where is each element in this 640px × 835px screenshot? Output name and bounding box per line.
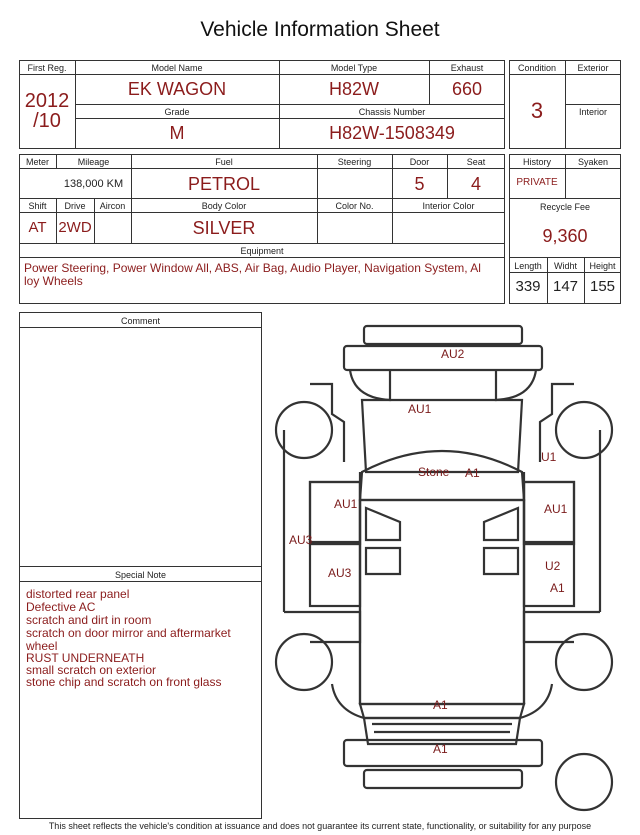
seat-label: Seat [466, 157, 486, 167]
condition-value: 3 [530, 98, 544, 123]
model-name-label: Model Name [151, 63, 203, 73]
comment-label: Comment [120, 316, 160, 326]
drive-label: Drive [64, 201, 86, 211]
wheel-rear-right [556, 402, 612, 458]
rear-lamp-left [350, 370, 390, 400]
damage-mark: AU1 [544, 502, 568, 516]
width-value: 147 [552, 278, 579, 295]
shift-label: Shift [28, 201, 47, 211]
fuel-label: Fuel [215, 157, 233, 167]
roof-panel [360, 500, 524, 704]
door-value: 5 [414, 174, 425, 194]
damage-mark: AU1 [408, 402, 432, 416]
chassis-number-label: Chassis Number [358, 107, 426, 117]
recycle-fee-value: 9,360 [542, 226, 588, 246]
special-note-line: distorted rear panel [26, 587, 130, 601]
first-reg-label: First Reg. [27, 63, 67, 73]
left-rear-door [310, 482, 360, 544]
special-note-label: Special Note [114, 570, 167, 580]
special-note-line: Defective AC [26, 600, 96, 614]
damage-mark: A1 [465, 466, 480, 480]
interior-color-label: Interior Color [422, 201, 475, 211]
first-reg-year: 2012 [24, 90, 70, 112]
disclaimer-footer: This sheet reflects the vehicle's condition at issuance and does not guarantee its current state, functionality, or suitability for any purpose [48, 821, 592, 831]
equipment-text-line1: Power Steering, Power Window All, ABS, Air Bag, Audio Player, Navigation System, Al [24, 261, 481, 275]
special-note-line: RUST UNDERNEATH [26, 651, 145, 665]
damage-mark: A1 [550, 581, 565, 595]
mileage-label: Mileage [77, 157, 110, 167]
interior-label: Interior [578, 107, 607, 117]
equipment-text-line2: loy Wheels [24, 274, 83, 288]
rear-top-bar [364, 326, 522, 344]
exhaust-label: Exhaust [450, 63, 484, 73]
body-color-label: Body Color [201, 201, 247, 211]
damage-mark: U2 [545, 559, 561, 573]
height-label: Height [589, 261, 616, 271]
special-note-line: wheel [26, 639, 58, 653]
damage-mark: AU3 [328, 566, 352, 580]
exhaust-value: 660 [451, 79, 483, 99]
body-color-value: SILVER [192, 218, 256, 238]
seat-value: 4 [470, 174, 481, 194]
model-name-value: EK WAGON [127, 79, 227, 99]
damage-mark: A1 [433, 742, 448, 756]
page-title: Vehicle Information Sheet [200, 18, 440, 41]
syaken-label: Syaken [577, 157, 609, 167]
damage-mark: A1 [433, 698, 448, 712]
exterior-label: Exterior [577, 63, 609, 73]
rear-lamp-right [496, 370, 536, 400]
model-type-label: Model Type [330, 63, 378, 73]
history-value: PRIVATE [516, 177, 558, 188]
chassis-number-value: H82W-1508349 [329, 123, 455, 143]
special-note-line: scratch on door mirror and aftermarket [26, 626, 231, 640]
damage-mark: AU2 [441, 347, 465, 361]
drive-value: 2WD [58, 219, 92, 236]
front-lower-bar [364, 770, 522, 788]
aircon-label: Aircon [99, 201, 126, 211]
width-label: Widht [553, 261, 577, 271]
steering-label: Steering [337, 157, 372, 167]
fuel-value: PETROL [187, 174, 261, 194]
model-type-value: H82W [328, 79, 379, 99]
right-front-door [524, 544, 574, 606]
condition-label: Condition [517, 63, 557, 73]
shift-value: AT [28, 219, 47, 236]
damage-mark: AU1 [334, 497, 358, 511]
damage-mark: Stone [418, 465, 450, 479]
equipment-label: Equipment [240, 246, 284, 256]
special-note-line: small scratch on exterior [26, 663, 157, 677]
length-label: Length [514, 261, 542, 271]
damage-mark: U1 [541, 450, 557, 464]
damage-mark: AU3 [289, 533, 313, 547]
first-reg-month: /10 [33, 110, 61, 132]
spare-wheel [556, 754, 612, 810]
grade-value: M [169, 123, 185, 143]
mileage-value: 138,000 KM [63, 178, 124, 190]
special-note-line: scratch and dirt in room [26, 613, 152, 627]
length-value: 339 [515, 278, 541, 295]
history-label: History [522, 157, 551, 167]
grade-label: Grade [164, 107, 190, 117]
color-no-label: Color No. [335, 201, 374, 211]
door-label: Door [409, 157, 430, 167]
special-note-line: stone chip and scratch on front glass [26, 675, 222, 689]
meter-label: Meter [25, 157, 49, 167]
height-value: 155 [589, 278, 616, 295]
recycle-fee-label: Recycle Fee [539, 202, 591, 212]
